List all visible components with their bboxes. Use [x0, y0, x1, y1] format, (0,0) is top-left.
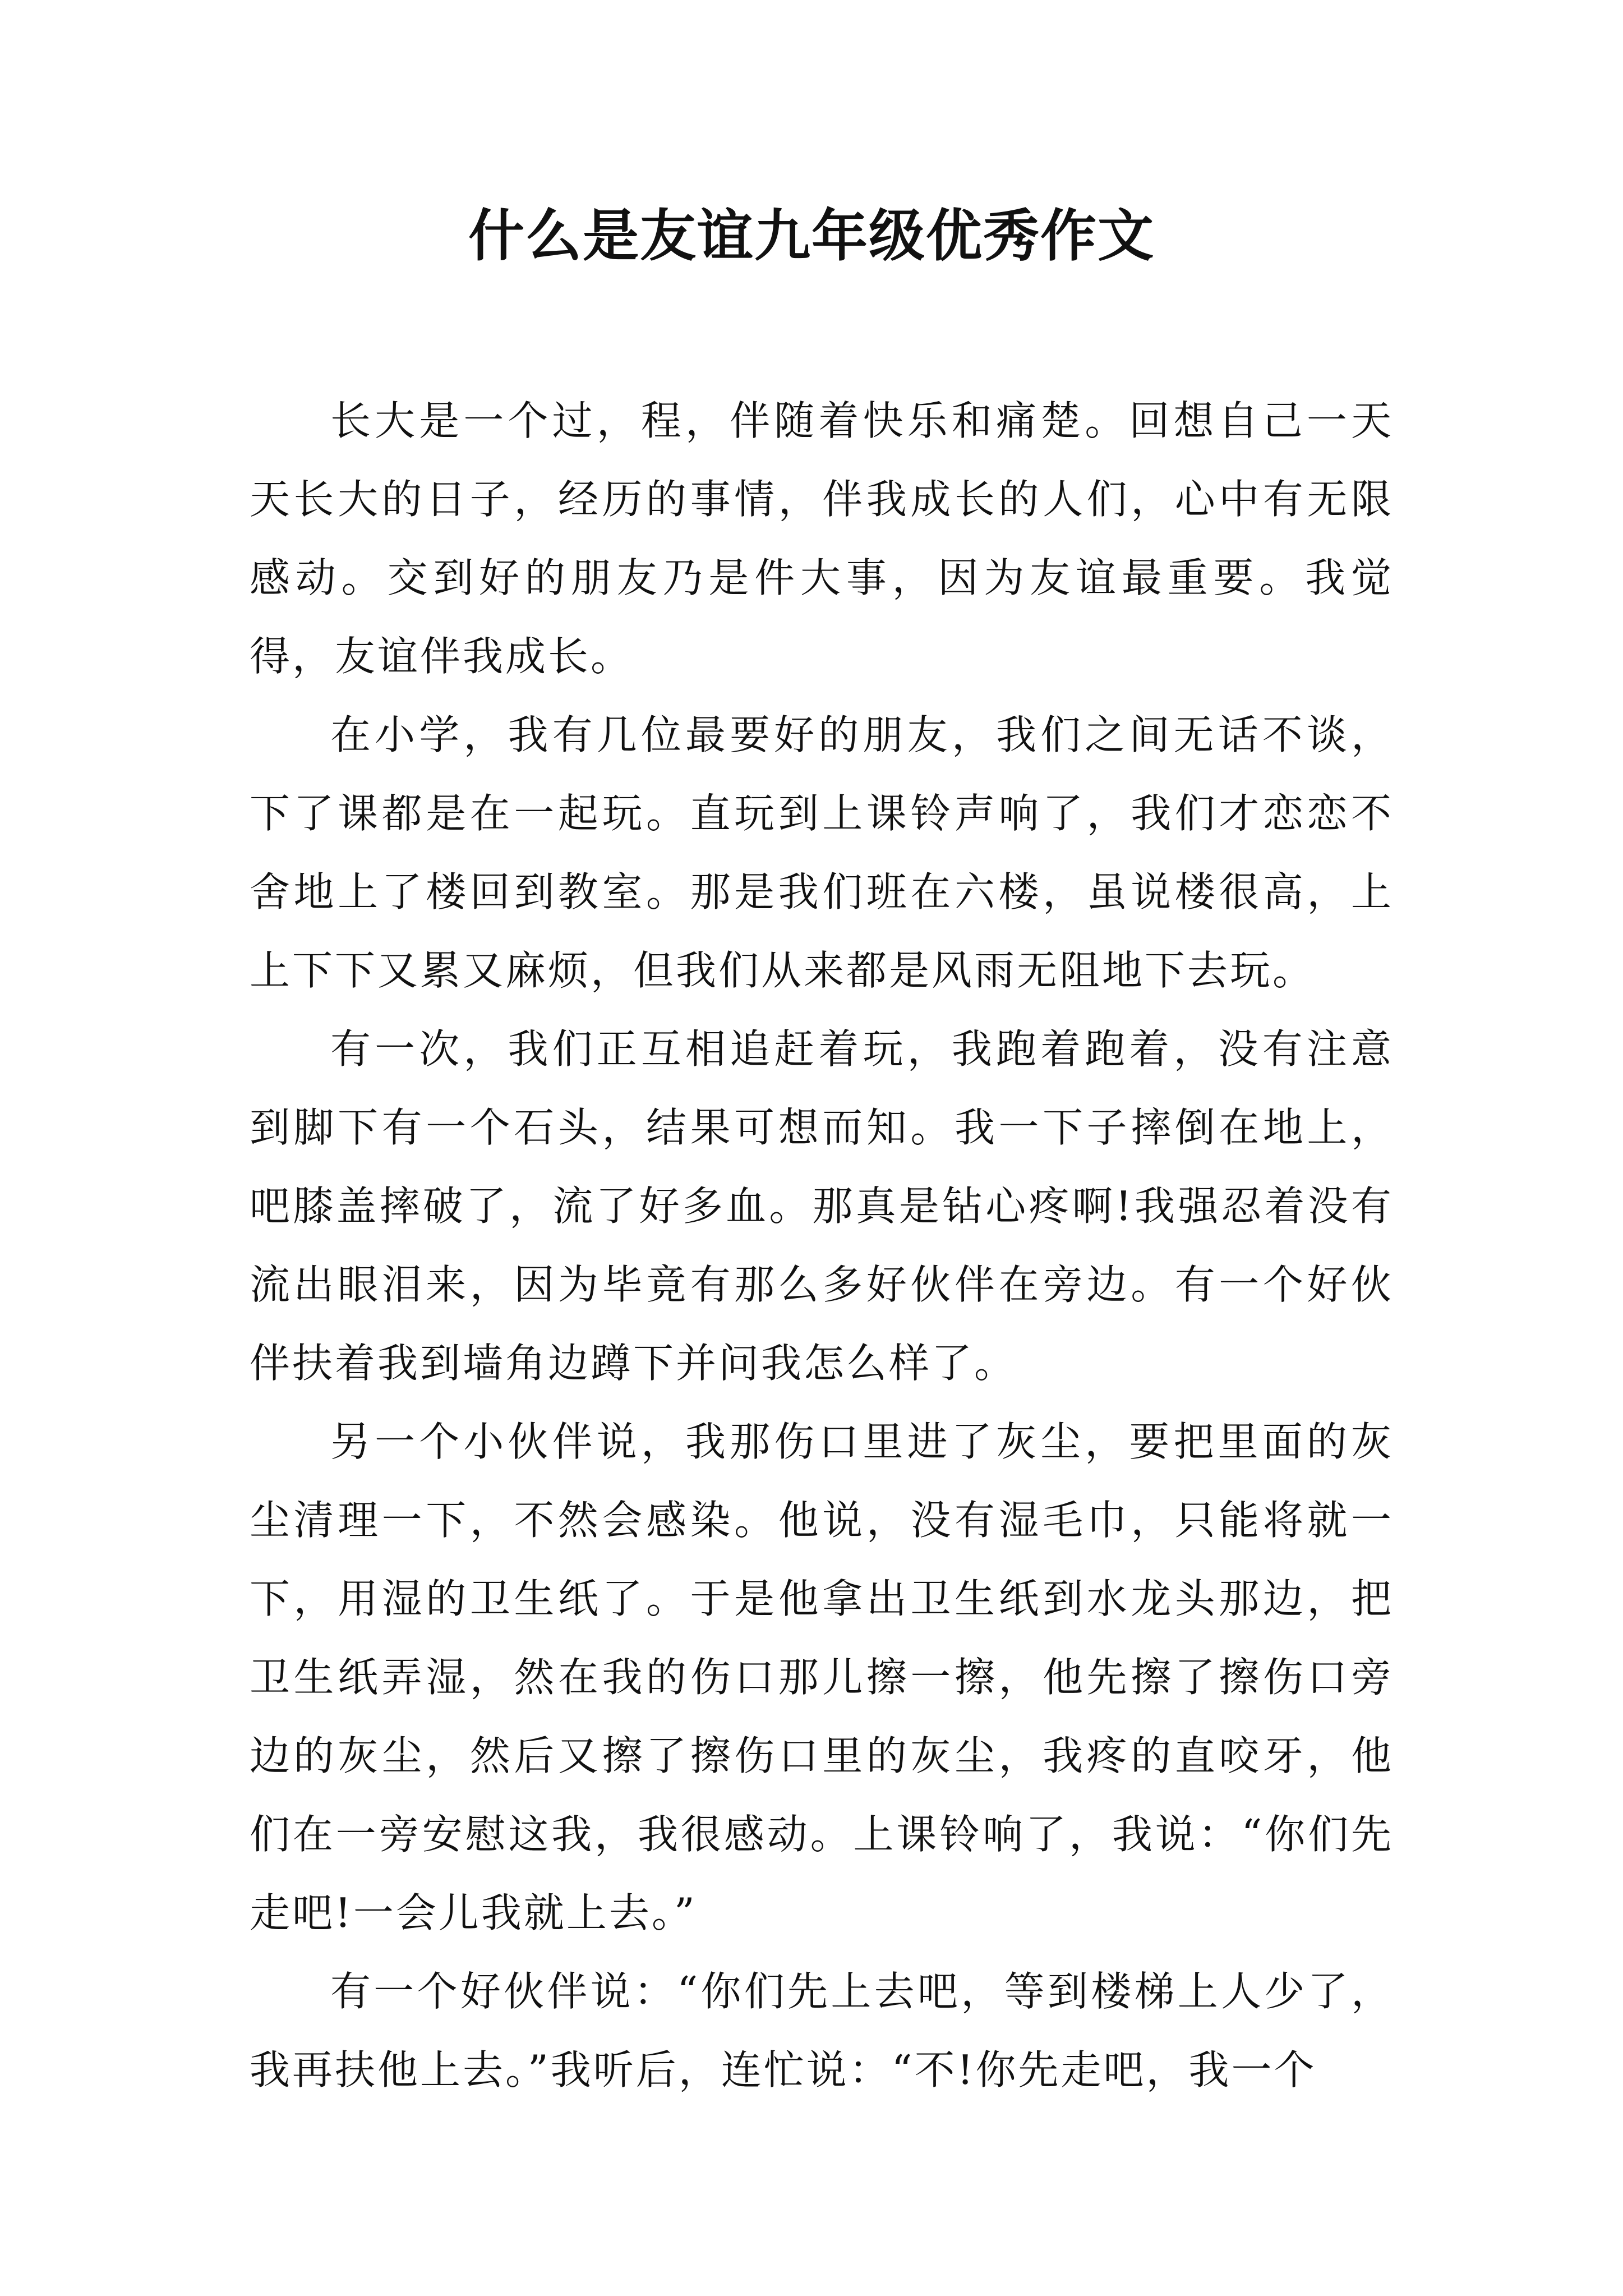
document-body: [250, 381, 1394, 2109]
document-title: 什么是友谊九年级优秀作文: [468, 203, 1155, 269]
paragraph-3: 有一次，我们正互相追赶着玩，我跑着跑着，没有注意到脚下有一个石头，结果可想而知。我一下子摔倒在地上，吧膝盖摔破了，流了好多血。那真是钻心疼啊!我强忍着没有流出眼泪来，因为毕竟有那么多好伙伴在旁边。有一个好伙伴扶着我到墙角边蹲下并问我怎么样了。: [250, 1025, 1394, 1387]
paragraph-1: 长大是一个过，程，伴随着快乐和痛楚。回想自己一天天长大的日子，经历的事情，伴我成长的人们，心中有无限感动。交到好的朋友乃是件大事，因为友谊最重要。我觉得，友谊伴我成长。: [250, 397, 1394, 680]
paragraph-5: 有一个好伙伴说：“你们先上去吧，等到楼梯上人少了，我再扶他上去。”我听后，连忙说：“不!你先走吧，我一个: [250, 1968, 1394, 2093]
paragraph-4: 另一个小伙伴说，我那伤口里进了灰尘，要把里面的灰尘清理一下，不然会感染。他说，没有湿毛巾，只能将就一下，用湿的卫生纸了。于是他拿出卫生纸到水龙头那边，把卫生纸弄湿，然在我的伤口那儿擦一擦，他先擦了擦伤口旁边的灰尘，然后又擦了擦伤口里的灰尘，我疼的直咬牙，他们在一旁安慰这我，我很感动。上课铃响了，我说：“你们先走吧!一会儿我就上去。”: [250, 1418, 1394, 1936]
paragraph-2: 在小学，我有几位最要好的朋友，我们之间无话不谈，下了课都是在一起玩。直玩到上课铃声响了，我们才恋恋不舍地上了楼回到教室。那是我们班在六楼，虽说楼很高，上上下下又累又麻烦，但我们从来都是风雨无阻地下去玩。: [250, 711, 1394, 994]
